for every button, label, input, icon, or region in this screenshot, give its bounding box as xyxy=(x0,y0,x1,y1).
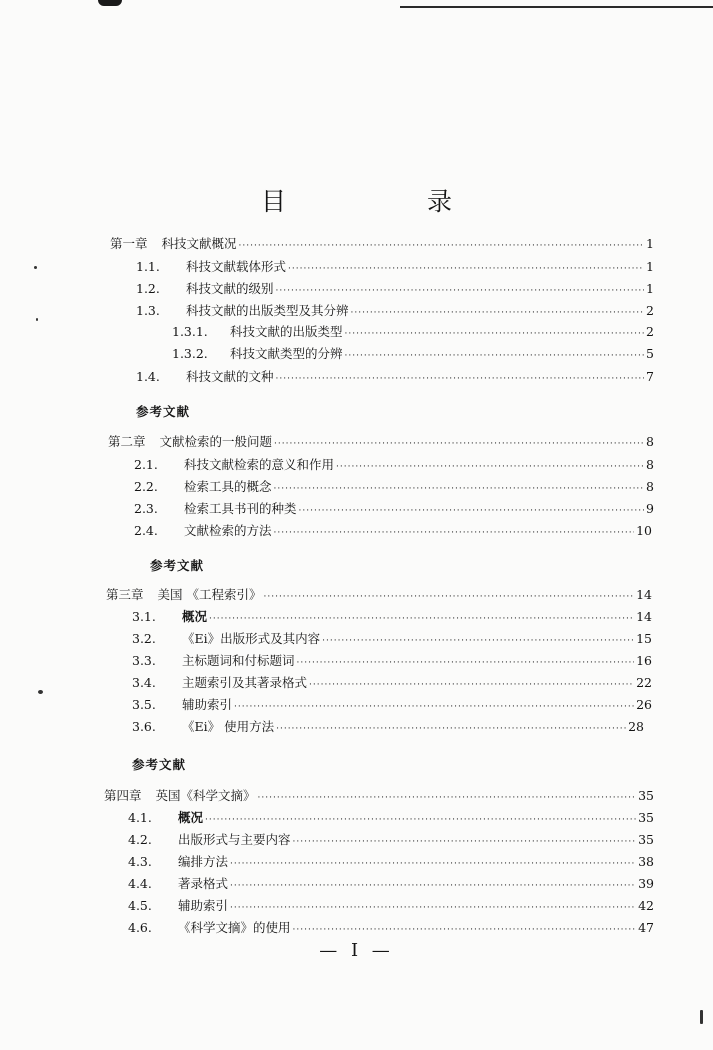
toc-entry-4-6[interactable] xyxy=(128,918,654,938)
dot-leader xyxy=(230,854,636,874)
dot-leader xyxy=(230,876,636,896)
toc-section-number: 4.2. xyxy=(128,832,152,847)
page-title: 目 录 xyxy=(260,187,510,216)
toc-entry-4-5[interactable] xyxy=(128,896,654,916)
toc-page-number: 1 xyxy=(646,281,654,296)
toc-section-number: 1.3. xyxy=(136,303,160,318)
toc-page-number: 35 xyxy=(638,788,654,803)
toc-section-number: 3.6. xyxy=(132,719,156,734)
toc-entry-title: 辅助索引 xyxy=(178,898,229,913)
toc-section-number: 1.1. xyxy=(136,259,160,274)
toc-entry-2-2[interactable] xyxy=(134,477,654,497)
dot-leader xyxy=(234,697,634,717)
toc-entry-4-4[interactable] xyxy=(128,874,654,894)
toc-entry-title: 科技文献的文种 xyxy=(186,369,274,384)
toc-entry-chapter-1[interactable] xyxy=(110,234,654,254)
toc-entry-title: 科技文献类型的分辨 xyxy=(230,346,343,361)
scan-speck xyxy=(700,1010,703,1024)
toc-page-number: 47 xyxy=(638,920,654,935)
toc-entry-4-3[interactable] xyxy=(128,852,654,872)
toc-page-number: 26 xyxy=(636,697,652,712)
toc-page-number: 2 xyxy=(646,324,654,339)
toc-entry-title: 辅助索引 xyxy=(182,697,233,712)
references-heading[interactable]: 参考文献 xyxy=(150,558,205,573)
toc-page-number: 8 xyxy=(646,457,654,472)
toc-entry-1-3[interactable] xyxy=(136,301,654,321)
toc-entry-4-2[interactable] xyxy=(128,830,654,850)
dot-leader xyxy=(258,788,637,808)
toc-section-number: 2.3. xyxy=(134,501,158,516)
toc-entry-title: 《Ei》出版形式及其内容 xyxy=(182,631,321,646)
toc-entry-title: 概况 xyxy=(182,609,208,624)
toc-entry-title: 英国《科学文摘》 xyxy=(155,788,256,803)
toc-entry-title: 主题索引及其著录格式 xyxy=(182,675,308,690)
toc-entry-title: 《科学文摘》的使用 xyxy=(178,920,291,935)
toc-entry-chapter-4[interactable] xyxy=(104,786,654,806)
dot-leader xyxy=(336,457,644,477)
dot-leader xyxy=(274,479,644,499)
toc-section-number: 4.1. xyxy=(128,810,152,825)
dot-leader xyxy=(239,236,644,256)
toc-section-number: 3.2. xyxy=(132,631,156,646)
toc-entry-title: 文献检索的一般问题 xyxy=(159,434,273,449)
toc-entry-title: 科技文献检索的意义和作用 xyxy=(184,457,335,472)
dot-leader xyxy=(276,369,644,389)
dot-leader xyxy=(322,631,634,651)
toc-page-number: 5 xyxy=(646,346,654,361)
toc-section-number: 3.1. xyxy=(132,609,156,624)
toc-entry-title: 美国 《工程索引》 xyxy=(157,587,262,602)
toc-page-number: 10 xyxy=(636,523,652,538)
toc-page-number: 8 xyxy=(646,479,654,494)
toc-section-number: 4.4. xyxy=(128,876,152,891)
toc-entry-3-5[interactable] xyxy=(132,695,652,715)
toc-entry-chapter-2[interactable] xyxy=(108,432,654,452)
toc-entry-title: 编排方法 xyxy=(178,854,229,869)
toc-section-number: 1.3.1. xyxy=(172,324,208,339)
dot-leader xyxy=(293,832,637,852)
toc-entry-3-4[interactable] xyxy=(132,673,652,693)
references-heading[interactable]: 参考文献 xyxy=(132,757,187,772)
references-heading[interactable]: 参考文献 xyxy=(136,404,191,419)
dot-leader xyxy=(276,281,644,301)
dot-leader xyxy=(351,303,644,323)
toc-entry-title: 著录格式 xyxy=(178,876,229,891)
toc-entry-4-1[interactable] xyxy=(128,808,654,828)
page-number-footer: — Ⅰ — xyxy=(319,940,394,961)
toc-section-number: 4.6. xyxy=(128,920,152,935)
toc-section-number: 1.2. xyxy=(136,281,160,296)
toc-entry-2-1[interactable] xyxy=(134,455,654,475)
toc-section-number: 3.3. xyxy=(132,653,156,668)
dot-leader xyxy=(345,346,644,366)
toc-entry-title: 文献检索的方法 xyxy=(184,523,272,538)
toc-section-number: 2.1. xyxy=(134,457,158,472)
toc-section-number: 4.3. xyxy=(128,854,152,869)
dot-leader xyxy=(309,675,634,695)
toc-chapter-number: 第三章 xyxy=(106,587,144,602)
toc-page-number: 8 xyxy=(646,434,654,449)
scan-speck xyxy=(34,266,37,269)
toc-page-number: 2 xyxy=(646,303,654,318)
toc-entry-2-3[interactable] xyxy=(134,499,654,519)
toc-entry-title: 概况 xyxy=(178,810,204,825)
toc-section-number: 2.2. xyxy=(134,479,158,494)
toc-entry-3-2[interactable] xyxy=(132,629,652,649)
toc-entry-3-3[interactable] xyxy=(132,651,652,671)
toc-chapter-number: 第一章 xyxy=(110,236,148,251)
toc-page-number: 38 xyxy=(638,854,654,869)
toc-entry-1-3-1[interactable] xyxy=(172,322,654,342)
toc-entry-title: 科技文献的出版类型 xyxy=(230,324,343,339)
toc-section-number: 2.4. xyxy=(134,523,158,538)
dot-leader xyxy=(205,810,636,830)
dot-leader xyxy=(274,434,644,454)
dot-leader xyxy=(209,609,634,629)
toc-entry-1-2[interactable] xyxy=(136,279,654,299)
toc-entry-title: 检索工具书刊的种类 xyxy=(184,501,297,516)
dot-leader xyxy=(297,653,635,673)
toc-page-number: 1 xyxy=(646,259,654,274)
dot-leader xyxy=(293,920,637,940)
toc-page-number: 42 xyxy=(638,898,654,913)
toc-entry-chapter-3[interactable] xyxy=(106,585,652,605)
toc-section-number: 4.5. xyxy=(128,898,152,913)
toc-page-number: 14 xyxy=(636,609,652,624)
toc-section-number: 1.3.2. xyxy=(172,346,208,361)
toc-entry-3-6[interactable] xyxy=(132,717,644,737)
toc-entry-3-1[interactable] xyxy=(132,607,652,627)
scan-speck xyxy=(38,690,43,694)
toc-entry-title: 检索工具的概念 xyxy=(184,479,272,494)
toc-page-number: 7 xyxy=(646,369,654,384)
toc-page-number: 22 xyxy=(636,675,652,690)
dot-leader xyxy=(230,898,636,918)
toc-entry-2-4[interactable] xyxy=(134,521,652,541)
toc-page-number: 1 xyxy=(646,236,654,251)
toc-entry-title: 出版形式与主要内容 xyxy=(178,832,291,847)
toc-page-number: 35 xyxy=(638,810,654,825)
dot-leader xyxy=(264,587,635,607)
toc-entry-title: 主标题词和付标题词 xyxy=(182,653,295,668)
toc-page-number: 9 xyxy=(646,501,654,516)
toc-entry-title: 《Ei》 使用方法 xyxy=(182,719,275,734)
dot-leader xyxy=(299,501,644,521)
toc-entry-title: 科技文献的级别 xyxy=(186,281,274,296)
scan-artifact-top xyxy=(98,0,122,6)
toc-page-number: 15 xyxy=(636,631,652,646)
scan-speck xyxy=(36,318,38,321)
dot-leader xyxy=(276,719,626,739)
dot-leader xyxy=(288,259,644,279)
toc-page-number: 16 xyxy=(636,653,652,668)
toc-page-number: 28 xyxy=(628,719,644,734)
toc-page-number: 14 xyxy=(636,587,652,602)
toc-chapter-number: 第四章 xyxy=(104,788,142,803)
toc-entry-1-4[interactable] xyxy=(136,367,654,387)
dot-leader xyxy=(345,324,644,344)
toc-entry-title: 科技文献载体形式 xyxy=(186,259,287,274)
dot-leader xyxy=(274,523,635,543)
toc-page-number: 39 xyxy=(638,876,654,891)
toc-entry-1-3-2[interactable] xyxy=(172,344,654,364)
toc-chapter-number: 第二章 xyxy=(108,434,146,449)
toc-entry-1-1[interactable] xyxy=(136,257,654,277)
toc-section-number: 1.4. xyxy=(136,369,160,384)
scan-edge-line xyxy=(400,6,713,8)
toc-page-number: 35 xyxy=(638,832,654,847)
toc-entry-title: 科技文献的出版类型及其分辨 xyxy=(186,303,349,318)
toc-section-number: 3.5. xyxy=(132,697,156,712)
toc-entry-title: 科技文献概况 xyxy=(161,236,237,251)
toc-section-number: 3.4. xyxy=(132,675,156,690)
